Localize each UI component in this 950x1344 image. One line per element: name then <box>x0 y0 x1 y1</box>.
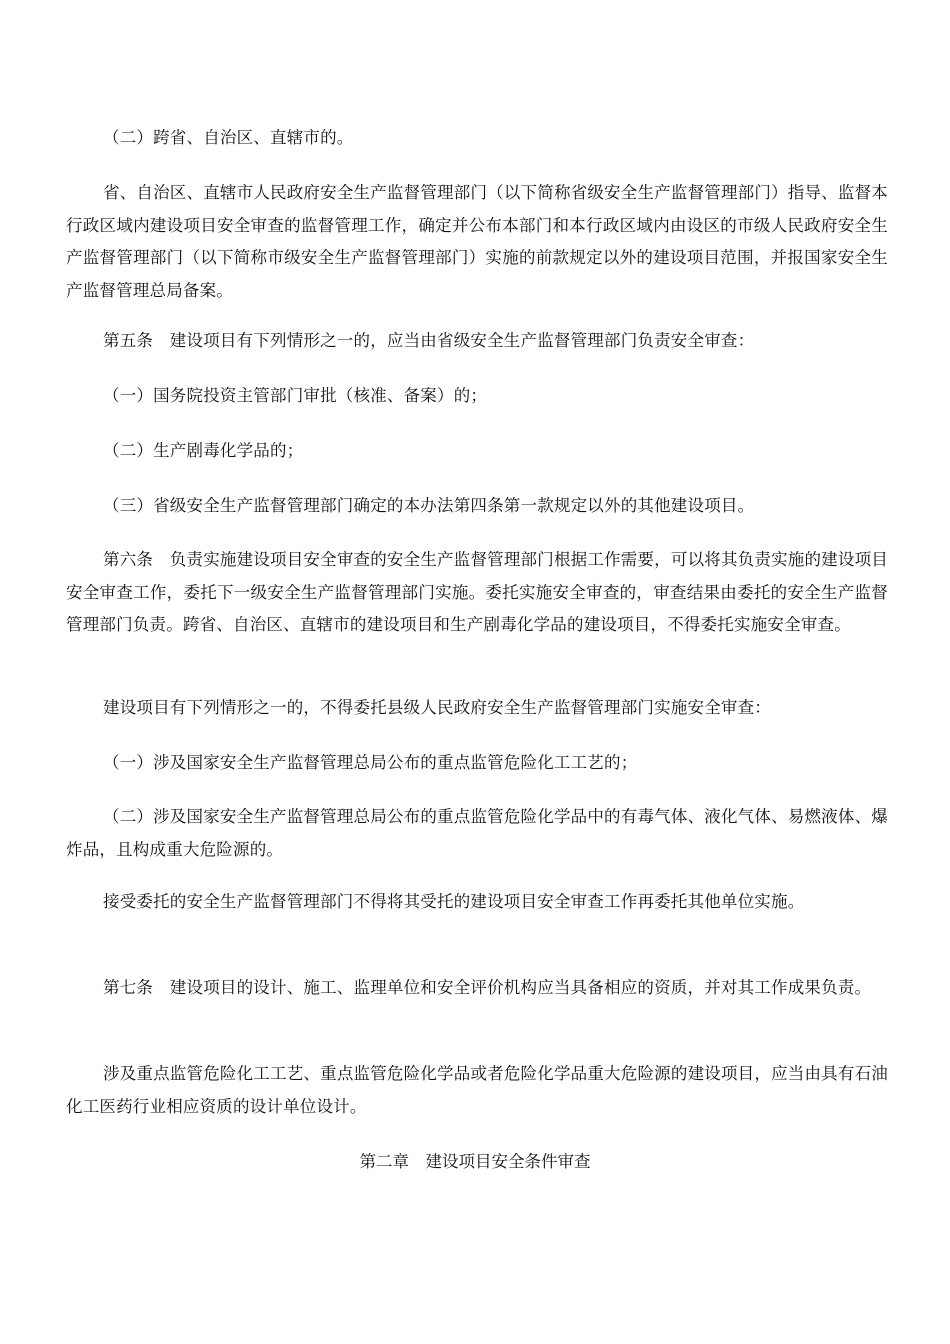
clause-item-cross-province: （二）跨省、自治区、直辖市的。 <box>103 128 354 147</box>
article-6-restriction: 建设项目有下列情形之一的，不得委托县级人民政府安全生产监督管理部门实施安全审查： <box>103 698 771 717</box>
article-6: 第六条 负责实施建设项目安全审查的安全生产监督管理部门根据工作需要，可以将其负责实施的建设项目安全审查工作，委托下一级安全生产监督管理部门实施。委托实施安全审查的，审查结果由委托的安全生产监督管理部门负责。跨省、自治区、直辖市的建设项目和生产剧毒化学品的建设项目，不得委托实施安全审查。 <box>66 550 888 634</box>
article-5-item-1: （一）国务院投资主管部门审批（核准、备案）的； <box>103 386 488 405</box>
article-7-design-requirement: 涉及重点监管危险化工工艺、重点监管危险化学品或者危险化学品重大危险源的建设项目，应当由具有石油化工医药行业相应资质的设计单位设计。 <box>66 1064 888 1116</box>
article-5-item-3: （三）省级安全生产监督管理部门确定的本办法第四条第一款规定以外的其他建设项目。 <box>103 496 755 515</box>
article-7: 第七条 建设项目的设计、施工、监理单位和安全评价机构应当具备相应的资质，并对其工作成果负责。 <box>103 978 872 997</box>
paragraph-provincial-supervision: 省、自治区、直辖市人民政府安全生产监督管理部门（以下简称省级安全生产监督管理部门）指导、监督本行政区域内建设项目安全审查的监督管理工作，确定并公布本部门和本行政区域内由设区的市级人民政府安全生产监督管理部门（以下简称市级安全生产监督管理部门）实施的前款规定以外的建设项目范围，并报国家安全生产监督管理总局备案。 <box>66 183 888 300</box>
article-5: 第五条 建设项目有下列情形之一的，应当由省级安全生产监督管理部门负责安全审查： <box>103 331 755 350</box>
article-6-delegation-note: 接受委托的安全生产监督管理部门不得将其受托的建设项目安全审查工作再委托其他单位实施。 <box>103 892 805 911</box>
article-6-item-2: （二）涉及国家安全生产监督管理总局公布的重点监管危险化学品中的有毒气体、液化气体、易燃液体、爆炸品，且构成重大危险源的。 <box>66 807 888 859</box>
chapter-heading: 第二章 建设项目安全条件审查 <box>359 1152 591 1171</box>
article-5-item-2: （二）生产剧毒化学品的； <box>103 441 304 460</box>
article-6-item-1: （一）涉及国家安全生产监督管理总局公布的重点监管危险化工工艺的； <box>103 753 638 772</box>
